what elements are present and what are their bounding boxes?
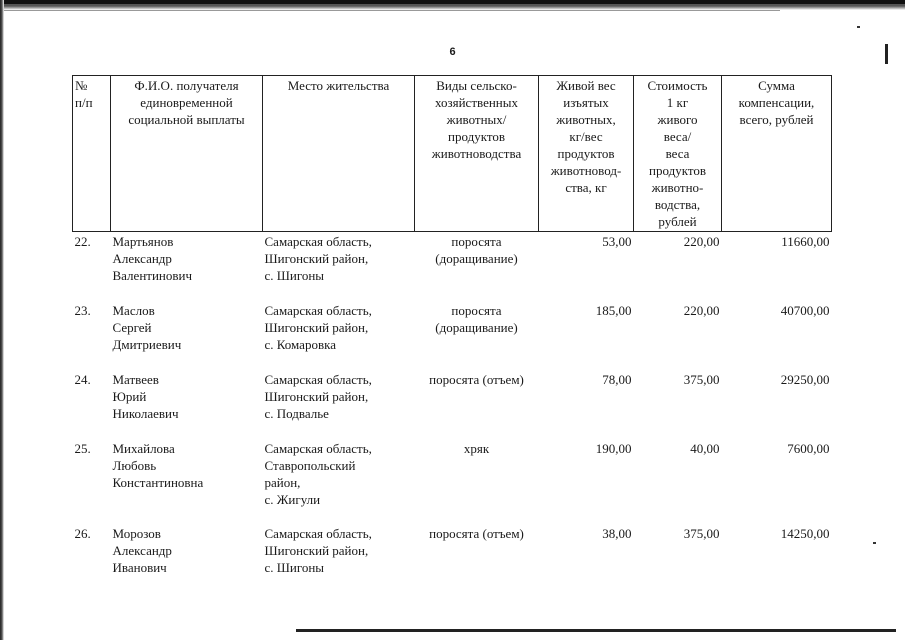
text-line: Самарская область,: [264, 234, 372, 249]
text-line: 1 кг: [666, 95, 689, 110]
text-line: поросята (отъем): [429, 371, 524, 387]
text-line: Шигонский район,: [264, 388, 369, 404]
text-line: единовременной: [140, 95, 233, 110]
scan-dot: [873, 542, 876, 544]
header-kind: [415, 76, 539, 232]
text-line: веса: [665, 146, 690, 161]
cell-name: [111, 232, 263, 301]
cell-sum: 29250,00: [780, 371, 830, 387]
text-line: с. Шигоны: [264, 559, 325, 575]
text-line: Дмитриевич: [112, 336, 182, 352]
table-row: [73, 524, 832, 584]
cell-place: [263, 524, 415, 584]
cell-weight: 53,00: [602, 234, 632, 249]
text-line: Сергей: [112, 319, 152, 335]
text-line: поросята: [451, 302, 502, 318]
text-line: живого: [657, 112, 698, 127]
header-sum: [722, 76, 832, 232]
text-line: Александр: [112, 251, 172, 266]
text-line: п/п: [75, 95, 93, 110]
cell-price: 220,00: [683, 302, 720, 318]
text-line: Виды сельско-: [436, 78, 517, 93]
cell-sum: 7600,00: [787, 440, 830, 456]
cell-num: 23.: [74, 302, 91, 318]
text-line: Ставропольский: [264, 457, 356, 473]
text-line: Шигонский район,: [264, 542, 369, 558]
text-line: Михайлова: [112, 440, 175, 456]
text-line: с. Жигули: [264, 491, 321, 507]
cell-sum: 11660,00: [781, 234, 830, 249]
text-line: продуктов: [649, 163, 706, 178]
text-line: всего, рублей: [739, 112, 814, 127]
cell-sum: 14250,00: [780, 525, 830, 541]
text-line: компенсации,: [738, 95, 815, 110]
compensation-table: [72, 75, 832, 584]
text-line: ства, кг: [565, 180, 607, 195]
cell-num: 22.: [74, 234, 91, 249]
text-line: водства,: [654, 197, 701, 212]
text-line: Самарская область,: [264, 440, 372, 456]
table-row: [73, 370, 832, 439]
text-line: район,: [264, 474, 301, 490]
cell-sum: 40700,00: [780, 302, 830, 318]
cell-place: [263, 370, 415, 439]
text-line: рублей: [658, 214, 697, 229]
text-line: продуктов: [557, 146, 615, 161]
scan-border-top: [0, 0, 905, 10]
header-name: [111, 76, 263, 232]
header-weight: [539, 76, 634, 232]
table-row: [73, 301, 832, 370]
cell-price: 220,00: [683, 234, 720, 249]
text-line: Любовь: [112, 457, 157, 473]
text-line: поросята: [451, 234, 502, 249]
text-line: животных,: [556, 112, 616, 127]
header-place: [263, 76, 415, 232]
text-line: изъятых: [563, 95, 609, 110]
cell-place: [263, 232, 415, 301]
text-line: веса/: [663, 129, 692, 144]
text-line: Николаевич: [112, 405, 179, 421]
text-line: Место жительства: [287, 78, 390, 93]
scan-border-left: [0, 0, 4, 640]
text-line: Живой вес: [556, 78, 616, 93]
text-line: поросята (отъем): [429, 525, 524, 541]
text-line: животных/: [446, 112, 507, 127]
header-price: [634, 76, 722, 232]
text-line: Стоимость: [647, 78, 708, 93]
text-line: Валентинович: [112, 268, 192, 283]
text-line: (доращивание): [435, 319, 518, 335]
table-row: [73, 439, 832, 524]
cell-price: 375,00: [683, 371, 720, 387]
text-line: Шигонский район,: [264, 251, 369, 266]
text-line: Иванович: [112, 559, 167, 575]
cell-num: 25.: [74, 440, 91, 456]
cell-kind: [415, 524, 539, 584]
text-line: животновод-: [550, 163, 622, 178]
cell-price: 375,00: [683, 525, 720, 541]
cell-weight: 190,00: [595, 440, 632, 456]
page-number: 6: [449, 46, 456, 58]
cell-weight: 185,00: [595, 302, 632, 318]
cell-name: [111, 370, 263, 439]
text-line: Самарская область,: [264, 525, 372, 541]
table-row: [73, 232, 832, 301]
text-line: (доращивание): [435, 251, 518, 266]
text-line: хозяйственных: [434, 95, 518, 110]
cell-place: [263, 301, 415, 370]
text-line: Шигонский район,: [264, 319, 369, 335]
text-line: с. Комаровка: [264, 336, 336, 352]
scan-border-bottom: [296, 629, 896, 632]
text-line: Самарская область,: [264, 302, 372, 318]
text-line: кг/вес: [569, 129, 603, 144]
text-line: Самарская область,: [264, 371, 372, 387]
text-line: Маслов: [112, 302, 155, 318]
cell-num: 26.: [74, 525, 91, 541]
text-line: продуктов: [448, 129, 505, 144]
text-line: Сумма: [758, 78, 795, 93]
text-line: животно-: [651, 180, 704, 195]
cell-price: 40,00: [690, 440, 720, 456]
table-body: [73, 232, 832, 584]
text-line: Матвеев: [112, 371, 159, 387]
text-line: Александр: [112, 542, 172, 558]
cell-weight: 78,00: [602, 371, 632, 387]
text-line: животноводства: [431, 146, 522, 161]
cell-kind: [415, 232, 539, 301]
text-line: с. Подвалье: [264, 405, 329, 421]
cell-kind: [415, 439, 539, 524]
text-line: социальной выплаты: [128, 112, 245, 127]
cell-name: [111, 524, 263, 584]
cell-place: [263, 439, 415, 524]
text-line: №: [75, 78, 88, 93]
cell-num: 24.: [74, 371, 91, 387]
text-line: Мартьянов: [112, 234, 174, 249]
cell-name: [111, 439, 263, 524]
text-line: с. Шигоны: [264, 268, 325, 283]
text-line: Морозов: [112, 525, 161, 541]
text-line: хряк: [463, 440, 490, 456]
cell-kind: [415, 301, 539, 370]
header-num: [73, 76, 111, 232]
text-line: Юрий: [112, 388, 147, 404]
scan-border-top-thin: [0, 10, 780, 11]
cell-kind: [415, 370, 539, 439]
table-header-row: [73, 76, 832, 232]
text-line: Ф.И.О. получателя: [134, 78, 239, 93]
cell-name: [111, 301, 263, 370]
cell-weight: 38,00: [602, 525, 632, 541]
text-line: Константиновна: [112, 474, 204, 490]
scan-dot: [857, 26, 860, 28]
